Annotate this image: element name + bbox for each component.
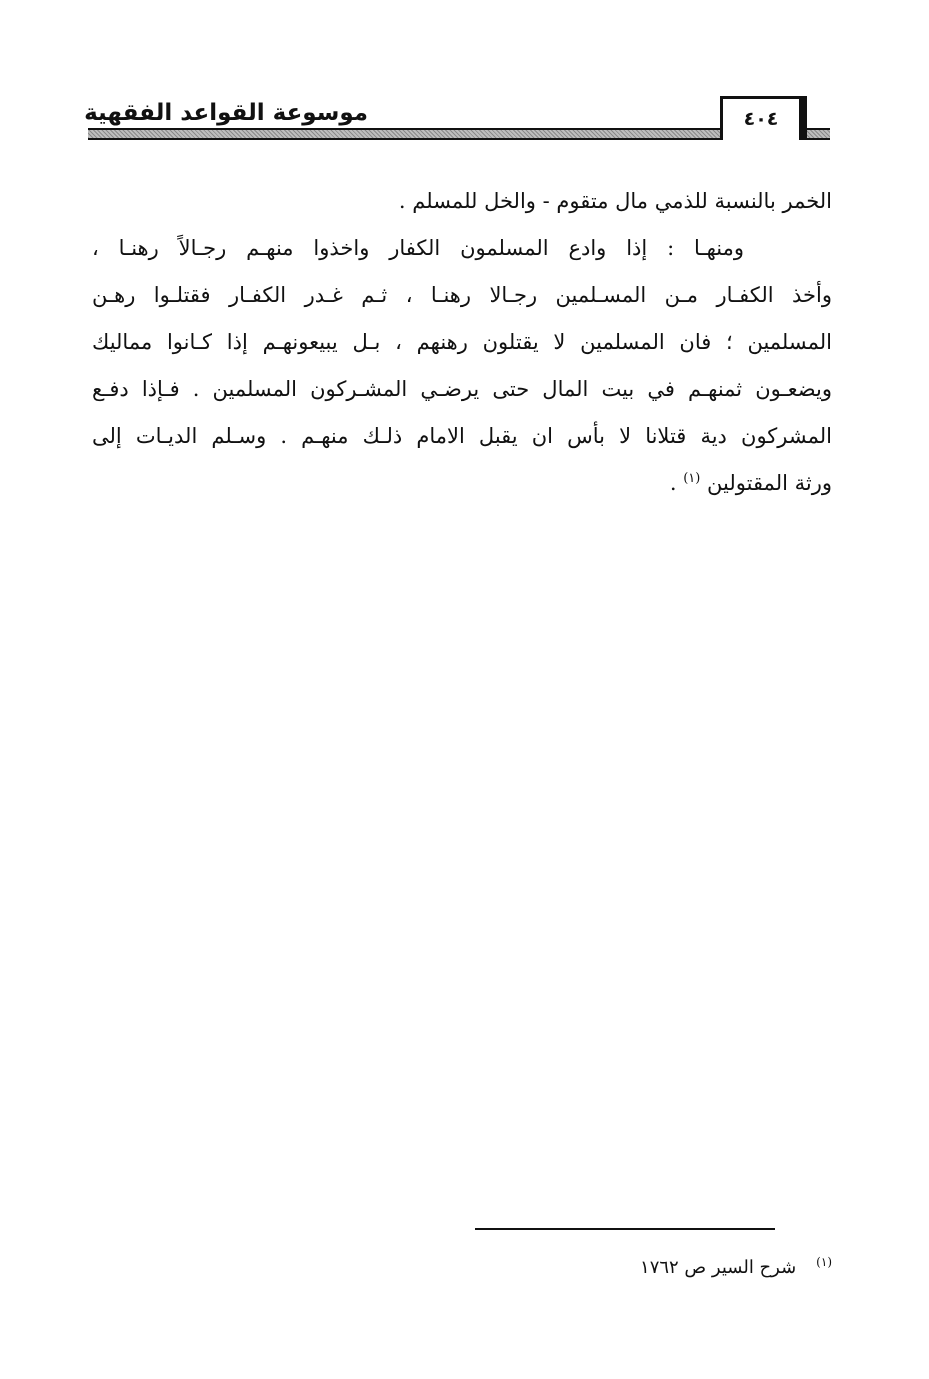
page-number-box (720, 96, 802, 140)
footnote-reference: (١) (683, 471, 701, 486)
footnote (560, 1254, 832, 1282)
footnote-separator (475, 1228, 775, 1230)
book-title: موسوعة القواعد الفقهية (84, 98, 372, 128)
text-line-4: المسلمين ؛ فان المسلمين لا يقتلون رهنهم ، بـل يبيعونهـم إذا كـانوا مماليك (92, 330, 832, 354)
text-line-7-words: ورثة المقتولين (707, 471, 832, 495)
text-line-6: المشركون دية قتلانا لا بأس ان يقبل الامام ذلـك منهـم . وسـلم الديـات إلى (92, 424, 832, 448)
page-number: ٤٠٤ (743, 108, 779, 130)
text-line-7 (92, 460, 832, 507)
paragraph-end-mark: . (669, 471, 677, 495)
page-header (84, 96, 830, 152)
header-rule-band (88, 128, 830, 140)
footnote-marker: (١) (816, 1255, 832, 1269)
text-line-2: ومنهـا : إذا وادع المسلمون الكفار واخذوا منهـم رجـالاً رهنـا ، (92, 236, 744, 260)
text-line-1: الخمر بالنسبة للذمي مال متقوم - والخل للمسلم . (398, 189, 832, 213)
body-text (92, 178, 832, 507)
text-line-3: وأخذ الكفـار مـن المسـلمين رجـالا رهنـا ، ثـم غـدر الكفـار فقتلـوا رهـن (92, 283, 832, 307)
text-line-5: ويضعـون ثمنهـم في بيت المال حتى يرضـي المشـركون المسلمين . فـإذا دفـع (92, 377, 832, 401)
footnote-text: شرح السير ص ١٧٦٢ (640, 1257, 797, 1278)
